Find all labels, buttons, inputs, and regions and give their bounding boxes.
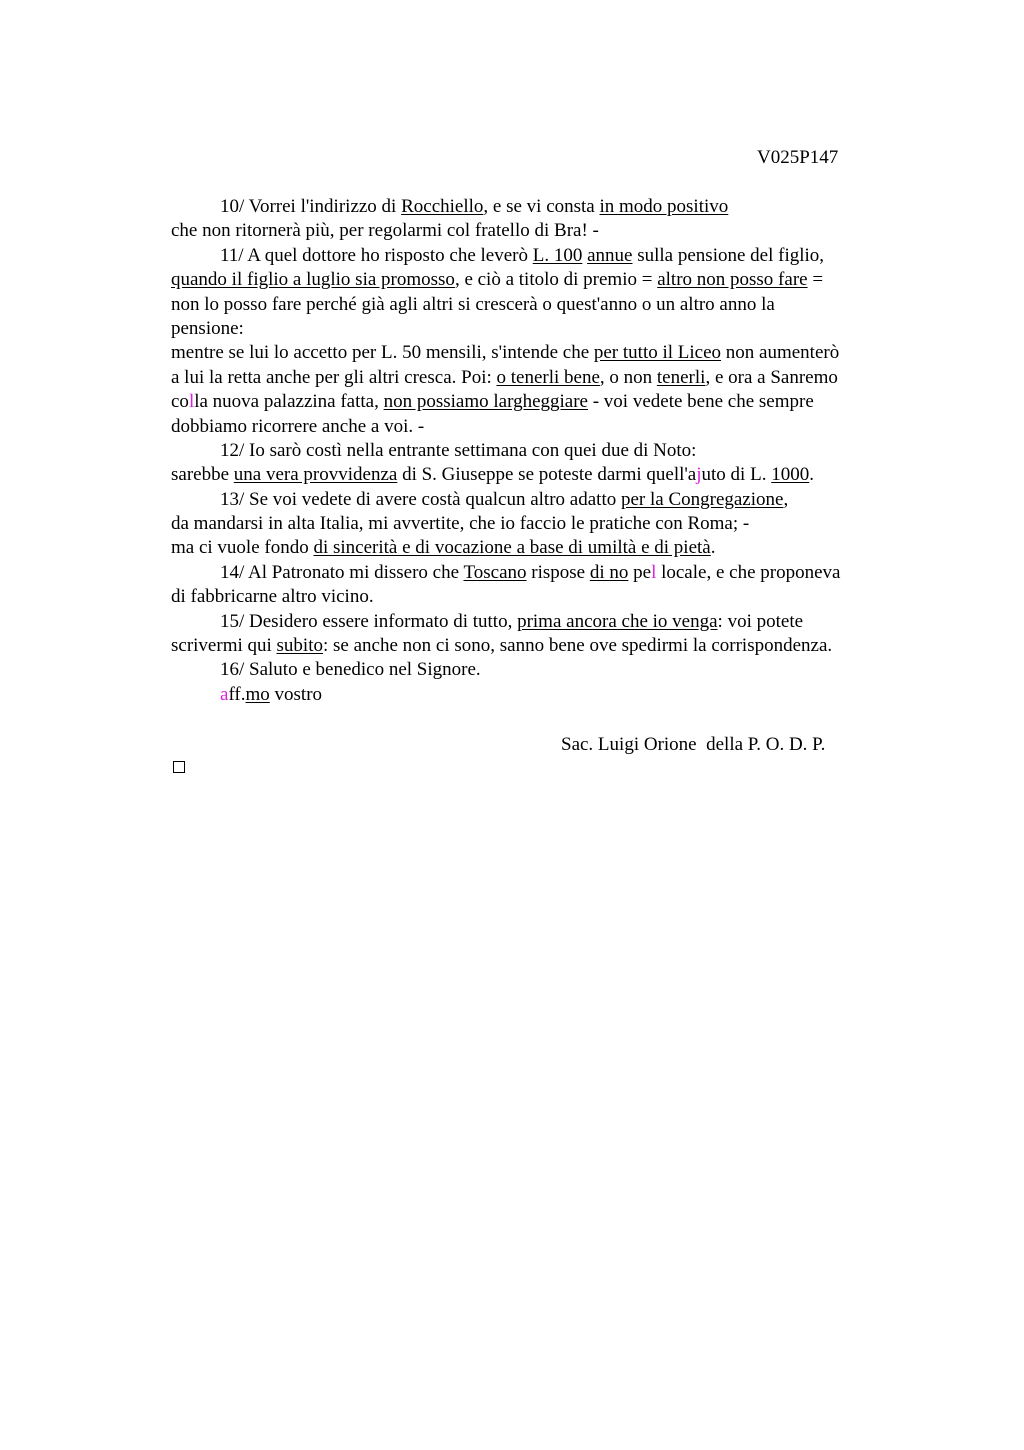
paragraph-11-line [171,390,931,414]
text-segment: non lo posso fare perché già agli altri si crescerà o quest'anno o un altro anno la [171,293,775,315]
text-segment: : voi potete [717,610,804,632]
text-segment: che non ritornerà più, per regolarmi col fratello di Bra! - [171,220,599,242]
checkbox-square-icon [173,761,185,773]
underlined-text: quando il figlio a luglio sia promosso [171,269,455,291]
text-segment: 15/ Desidero essere informato di tutto, [220,610,518,632]
paragraph-11-line [171,293,931,317]
underlined-text: non possiamo largheggiare [383,391,588,413]
paragraph-11-line [171,366,931,390]
paragraph-14-line [171,561,931,585]
text-segment: sarebbe [171,464,234,486]
text-segment: di fabbricarne altro vicino. [171,586,374,608]
paragraph-13-line [171,512,931,536]
text-segment: pe [628,561,652,583]
text-segment: mentre se lui lo accetto per L. 50 mensili, s'intende che [171,342,594,364]
text-segment: 12/ Io sarò costì nella entrante settimana con quei due di Noto: [220,439,697,461]
paragraph-10-line [171,219,931,243]
text-segment: . [710,537,716,559]
underlined-text: per tutto il Liceo [593,342,722,364]
paragraph-10-line [171,195,931,219]
highlighted-letter: l [188,391,195,413]
text-segment: , e se vi consta [483,196,600,217]
paragraph-15-line [171,610,931,634]
paragraph-12-line [171,463,931,487]
text-segment: 10/ Vorrei l'indirizzo di [220,196,402,217]
paragraph-11-line [171,317,931,341]
text-segment: uto di L. [701,464,772,486]
underlined-text: tenerli [656,366,706,388]
text-segment: 16/ Saluto e benedico nel Signore. [220,659,481,681]
underlined-text: di no [589,561,629,583]
highlighted-letter: l [651,561,657,583]
text-segment: 11/ A quel dottore ho risposto che leverò [220,244,533,266]
paragraph-16-line [171,658,931,682]
text-segment: pensione: [171,317,244,339]
underlined-text: per la Congregazione [620,488,784,510]
text-segment: co [171,391,189,413]
text-segment: ma ci vuole fondo [171,537,314,559]
text-segment: 13/ Se voi vedete di avere costà qualcun altro adatto [220,488,621,510]
text-segment: = [807,269,824,291]
underlined-text: o tenerli bene [496,366,600,388]
paragraph-11-line [171,244,931,268]
paragraph-11-line [171,415,931,439]
text-segment: da mandarsi in alta Italia, mi avvertite, che io faccio le pratiche con Roma; - [171,513,750,535]
underlined-text: una vera provvidenza [233,464,398,486]
paragraph-13-line [171,536,931,560]
text-segment: locale, e che proponeva [656,561,841,583]
underlined-text: di sincerità e di vocazione a base di umiltà e di pietà [313,537,711,559]
underlined-text: annue [587,244,633,266]
text-segment: . [809,464,814,486]
closing-line [171,683,931,707]
text-segment: , e ciò a titolo di premio = [454,269,658,291]
highlighted-letter: j [696,464,702,486]
text-segment: a lui la retta anche per gli altri cresca. Poi: [171,366,497,388]
paragraph-13-line [171,488,931,512]
text-segment: dobbiamo ricorrere anche a voi. - [171,415,425,437]
underlined-text: mo [245,683,270,705]
page-reference: V025P147 [757,147,839,168]
paragraph-12-line [171,439,931,463]
underlined-text: subito [276,635,323,657]
paragraph-15-line [171,634,931,658]
text-segment: rispose [526,561,590,583]
text-segment: : se anche non ci sono, sanno bene ove spedirmi la corrispondenza. [322,635,833,657]
text-segment: di S. Giuseppe se poteste darmi quell'a [397,464,697,486]
underlined-text: prima ancora che io venga [517,610,718,632]
underlined-text: Toscano [463,561,527,583]
highlighted-letter: a [220,683,229,705]
paragraph-11-line [171,268,931,292]
text-segment: 14/ Al Patronato mi dissero che [220,561,464,583]
text-segment: , o non [599,366,657,388]
text-segment: non aumenterò [721,342,840,364]
paragraph-14-line [171,585,931,609]
underlined-text: Rocchiello [401,196,484,217]
text-segment: la nuova palazzina fatta, [194,391,384,413]
letter-body [171,195,931,707]
text-segment: , [783,488,789,510]
underlined-text: in modo positivo [599,196,729,217]
text-segment: , e ora a Sanremo [705,366,838,388]
underlined-text: 1000 [771,464,810,486]
text-segment: vostro [269,683,323,705]
underlined-text: L. 100 [532,244,583,266]
text-segment: sulla pensione del figlio, [632,244,825,266]
text-segment: scrivermi qui [171,635,277,657]
text-segment: ff. [228,683,246,705]
paragraph-11-line [171,341,931,365]
text-segment: - voi vedete bene che sempre [587,391,814,413]
underlined-text: altro non posso fare [657,269,808,291]
signature: Sac. Luigi Orione della P. O. D. P. [561,734,826,755]
